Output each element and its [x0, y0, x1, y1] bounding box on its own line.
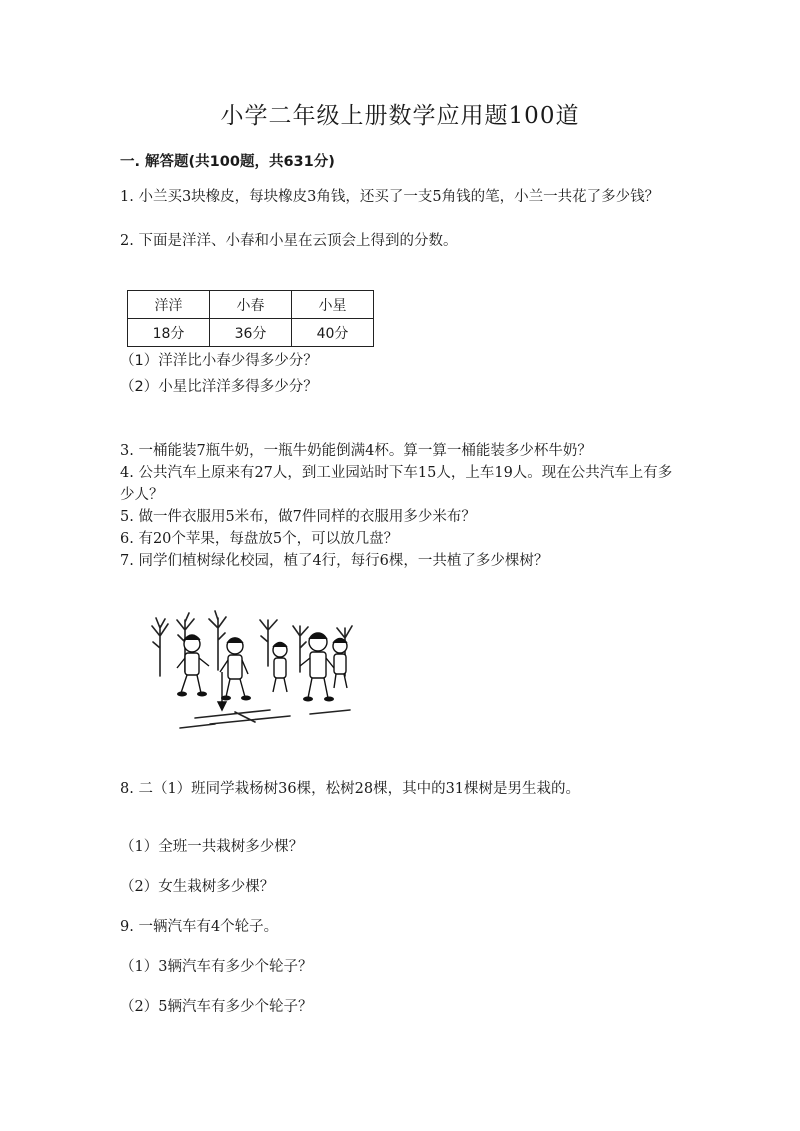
question-7: 7. 同学们植树绿化校园，植了4行，每行6棵，一共植了多少棵树？ — [120, 553, 549, 569]
tree-planting-illustration — [140, 606, 365, 740]
table-score-row — [128, 319, 374, 347]
header-xiaochun: 小春 — [210, 291, 292, 319]
table-header-row — [128, 291, 374, 319]
question-8-sub-2: （2）女生栽树多少棵？ — [120, 879, 275, 895]
question-8: 8. 二（1）班同学栽杨树36棵，松树28棵，其中的31棵树是男生栽的。 — [120, 781, 581, 797]
question-6: 6. 有20个苹果，每盘放5个，可以放几盘？ — [120, 531, 399, 547]
question-1: 1. 小兰买3块橡皮，每块橡皮3角钱，还买了一支5角钱的笔，小兰一共花了多少钱？ — [120, 189, 660, 205]
score-xiaochun: 36分 — [210, 319, 292, 347]
question-9-sub-1: （1）3辆汽车有多少个轮子？ — [120, 959, 313, 975]
page-title: 小学二年级上册数学应用题100道 — [220, 103, 580, 129]
question-2: 2. 下面是洋洋、小春和小星在云顶会上得到的分数。 — [120, 233, 458, 249]
section-heading: 一. 解答题(共100题，共631分) — [120, 154, 335, 170]
question-9: 9. 一辆汽车有4个轮子。 — [120, 919, 279, 935]
question-9-sub-2: （2）5辆汽车有多少个轮子？ — [120, 999, 313, 1015]
question-2-sub-2: （2）小星比洋洋多得多少分？ — [120, 379, 318, 395]
question-2-sub-1: （1）洋洋比小春少得多少分？ — [120, 353, 318, 369]
header-xiaoxing: 小星 — [292, 291, 374, 319]
question-5: 5. 做一件衣服用5米布，做7件同样的衣服用多少米布？ — [120, 509, 476, 525]
score-yangyang: 18分 — [128, 319, 210, 347]
question-3: 3. 一桶能装7瓶牛奶，一瓶牛奶能倒满4杯。算一算一桶能装多少杯牛奶？ — [120, 443, 592, 459]
header-yangyang: 洋洋 — [128, 291, 210, 319]
score-table — [127, 290, 374, 347]
question-4: 4. 公共汽车上原来有27人，到工业园站时下车15人，上车19人。现在公共汽车上有多少人？ — [120, 465, 673, 503]
score-xiaoxing: 40分 — [292, 319, 374, 347]
question-8-sub-1: （1）全班一共栽树多少棵？ — [120, 839, 304, 855]
